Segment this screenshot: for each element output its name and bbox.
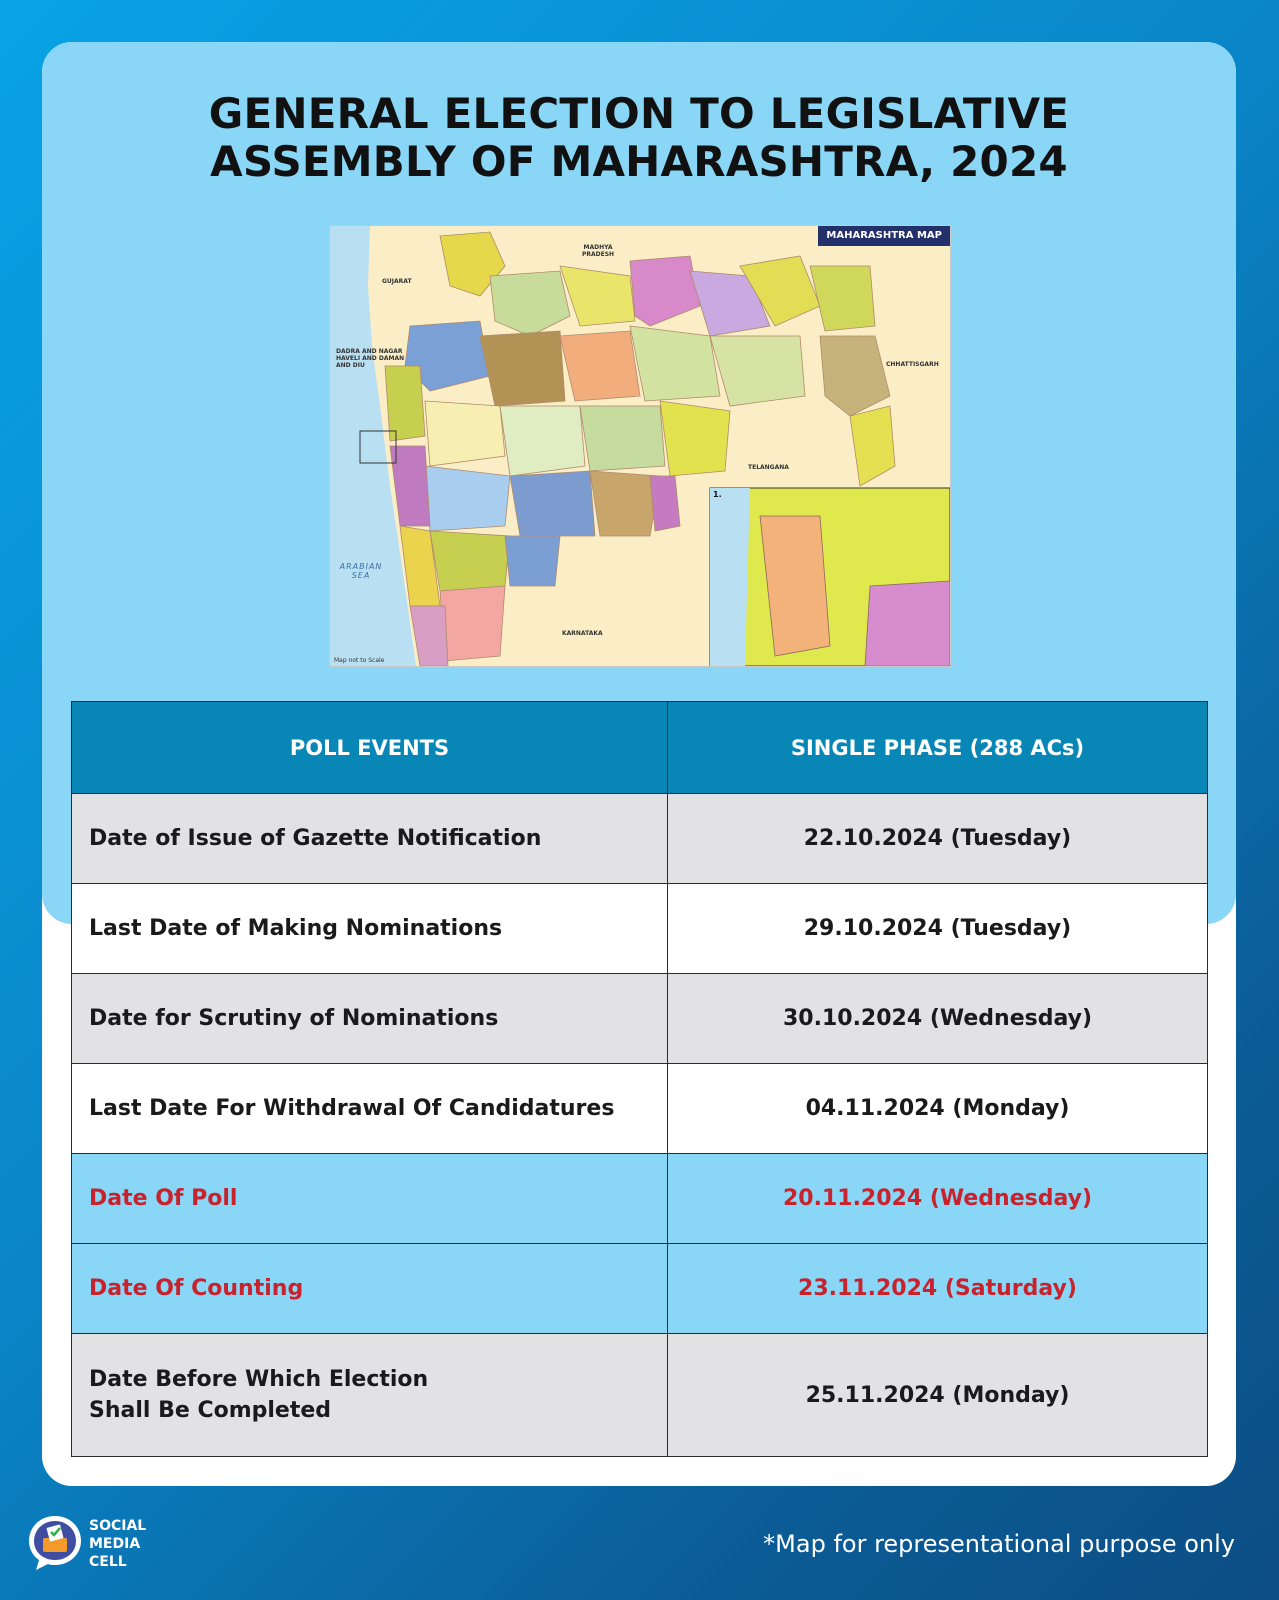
map-disclaimer: *Map for representational purpose only [763,1530,1235,1558]
date-cell: 20.11.2024 (Wednesday) [668,1154,1208,1244]
table-row [72,1064,1208,1154]
table-row [72,884,1208,974]
table-row-counting-highlight [72,1244,1208,1334]
map-scale-note: Map not to Scale [334,657,385,664]
table-row [72,974,1208,1064]
poll-schedule-table [71,701,1208,1457]
page-title [42,90,1236,186]
label-gujarat: GUJARAT [382,278,412,285]
label-telangana: TELANGANA [748,464,789,471]
label-madhya-pradesh: MADHYA PRADESH [581,244,615,258]
event-cell: Date for Scrutiny of Nominations [72,974,668,1064]
date-cell: 29.10.2024 (Tuesday) [668,884,1208,974]
maharashtra-map [329,225,951,667]
event-line-2: Shall Be Completed [89,1398,332,1423]
label-chhattisgarh: CHHATTISGARH [886,361,939,368]
table-row-poll-highlight [72,1154,1208,1244]
inset-number: 1. [713,490,722,499]
logo-line-1: SOCIAL [89,1518,147,1534]
title-line-2: ASSEMBLY OF MAHARASHTRA, 2024 [210,137,1068,186]
logo-line-2: MEDIA [89,1536,141,1552]
event-cell [72,1334,668,1457]
header-poll-events: POLL EVENTS [72,702,668,794]
event-cell: Date Of Counting [72,1244,668,1334]
event-cell: Date of Issue of Gazette Notification [72,794,668,884]
label-karnataka: KARNATAKA [562,630,603,637]
logo-text [89,1517,146,1571]
date-cell: 23.11.2024 (Saturday) [668,1244,1208,1334]
event-cell: Date Of Poll [72,1154,668,1244]
date-cell: 30.10.2024 (Wednesday) [668,974,1208,1064]
label-dadra: DADRA AND NAGAR HAVELI AND DAMAN AND DIU [336,348,405,369]
event-cell: Last Date For Withdrawal Of Candidatures [72,1064,668,1154]
map-graphic [330,226,950,666]
date-cell: 22.10.2024 (Tuesday) [668,794,1208,884]
event-line-1: Date Before Which Election [89,1367,429,1392]
label-arabian-sea: ARABIAN SEA [339,562,383,580]
date-cell: 04.11.2024 (Monday) [668,1064,1208,1154]
table-header-row [72,702,1208,794]
date-cell: 25.11.2024 (Monday) [668,1334,1208,1457]
table-row [72,794,1208,884]
header-single-phase: SINGLE PHASE (288 ACs) [668,702,1208,794]
social-media-cell-logo-icon [24,1512,86,1574]
map-tag: MAHARASHTRA MAP [818,226,950,246]
table-row [72,1334,1208,1457]
logo-line-3: CELL [89,1554,127,1570]
title-line-1: GENERAL ELECTION TO LEGISLATIVE [208,89,1070,138]
event-cell: Last Date of Making Nominations [72,884,668,974]
